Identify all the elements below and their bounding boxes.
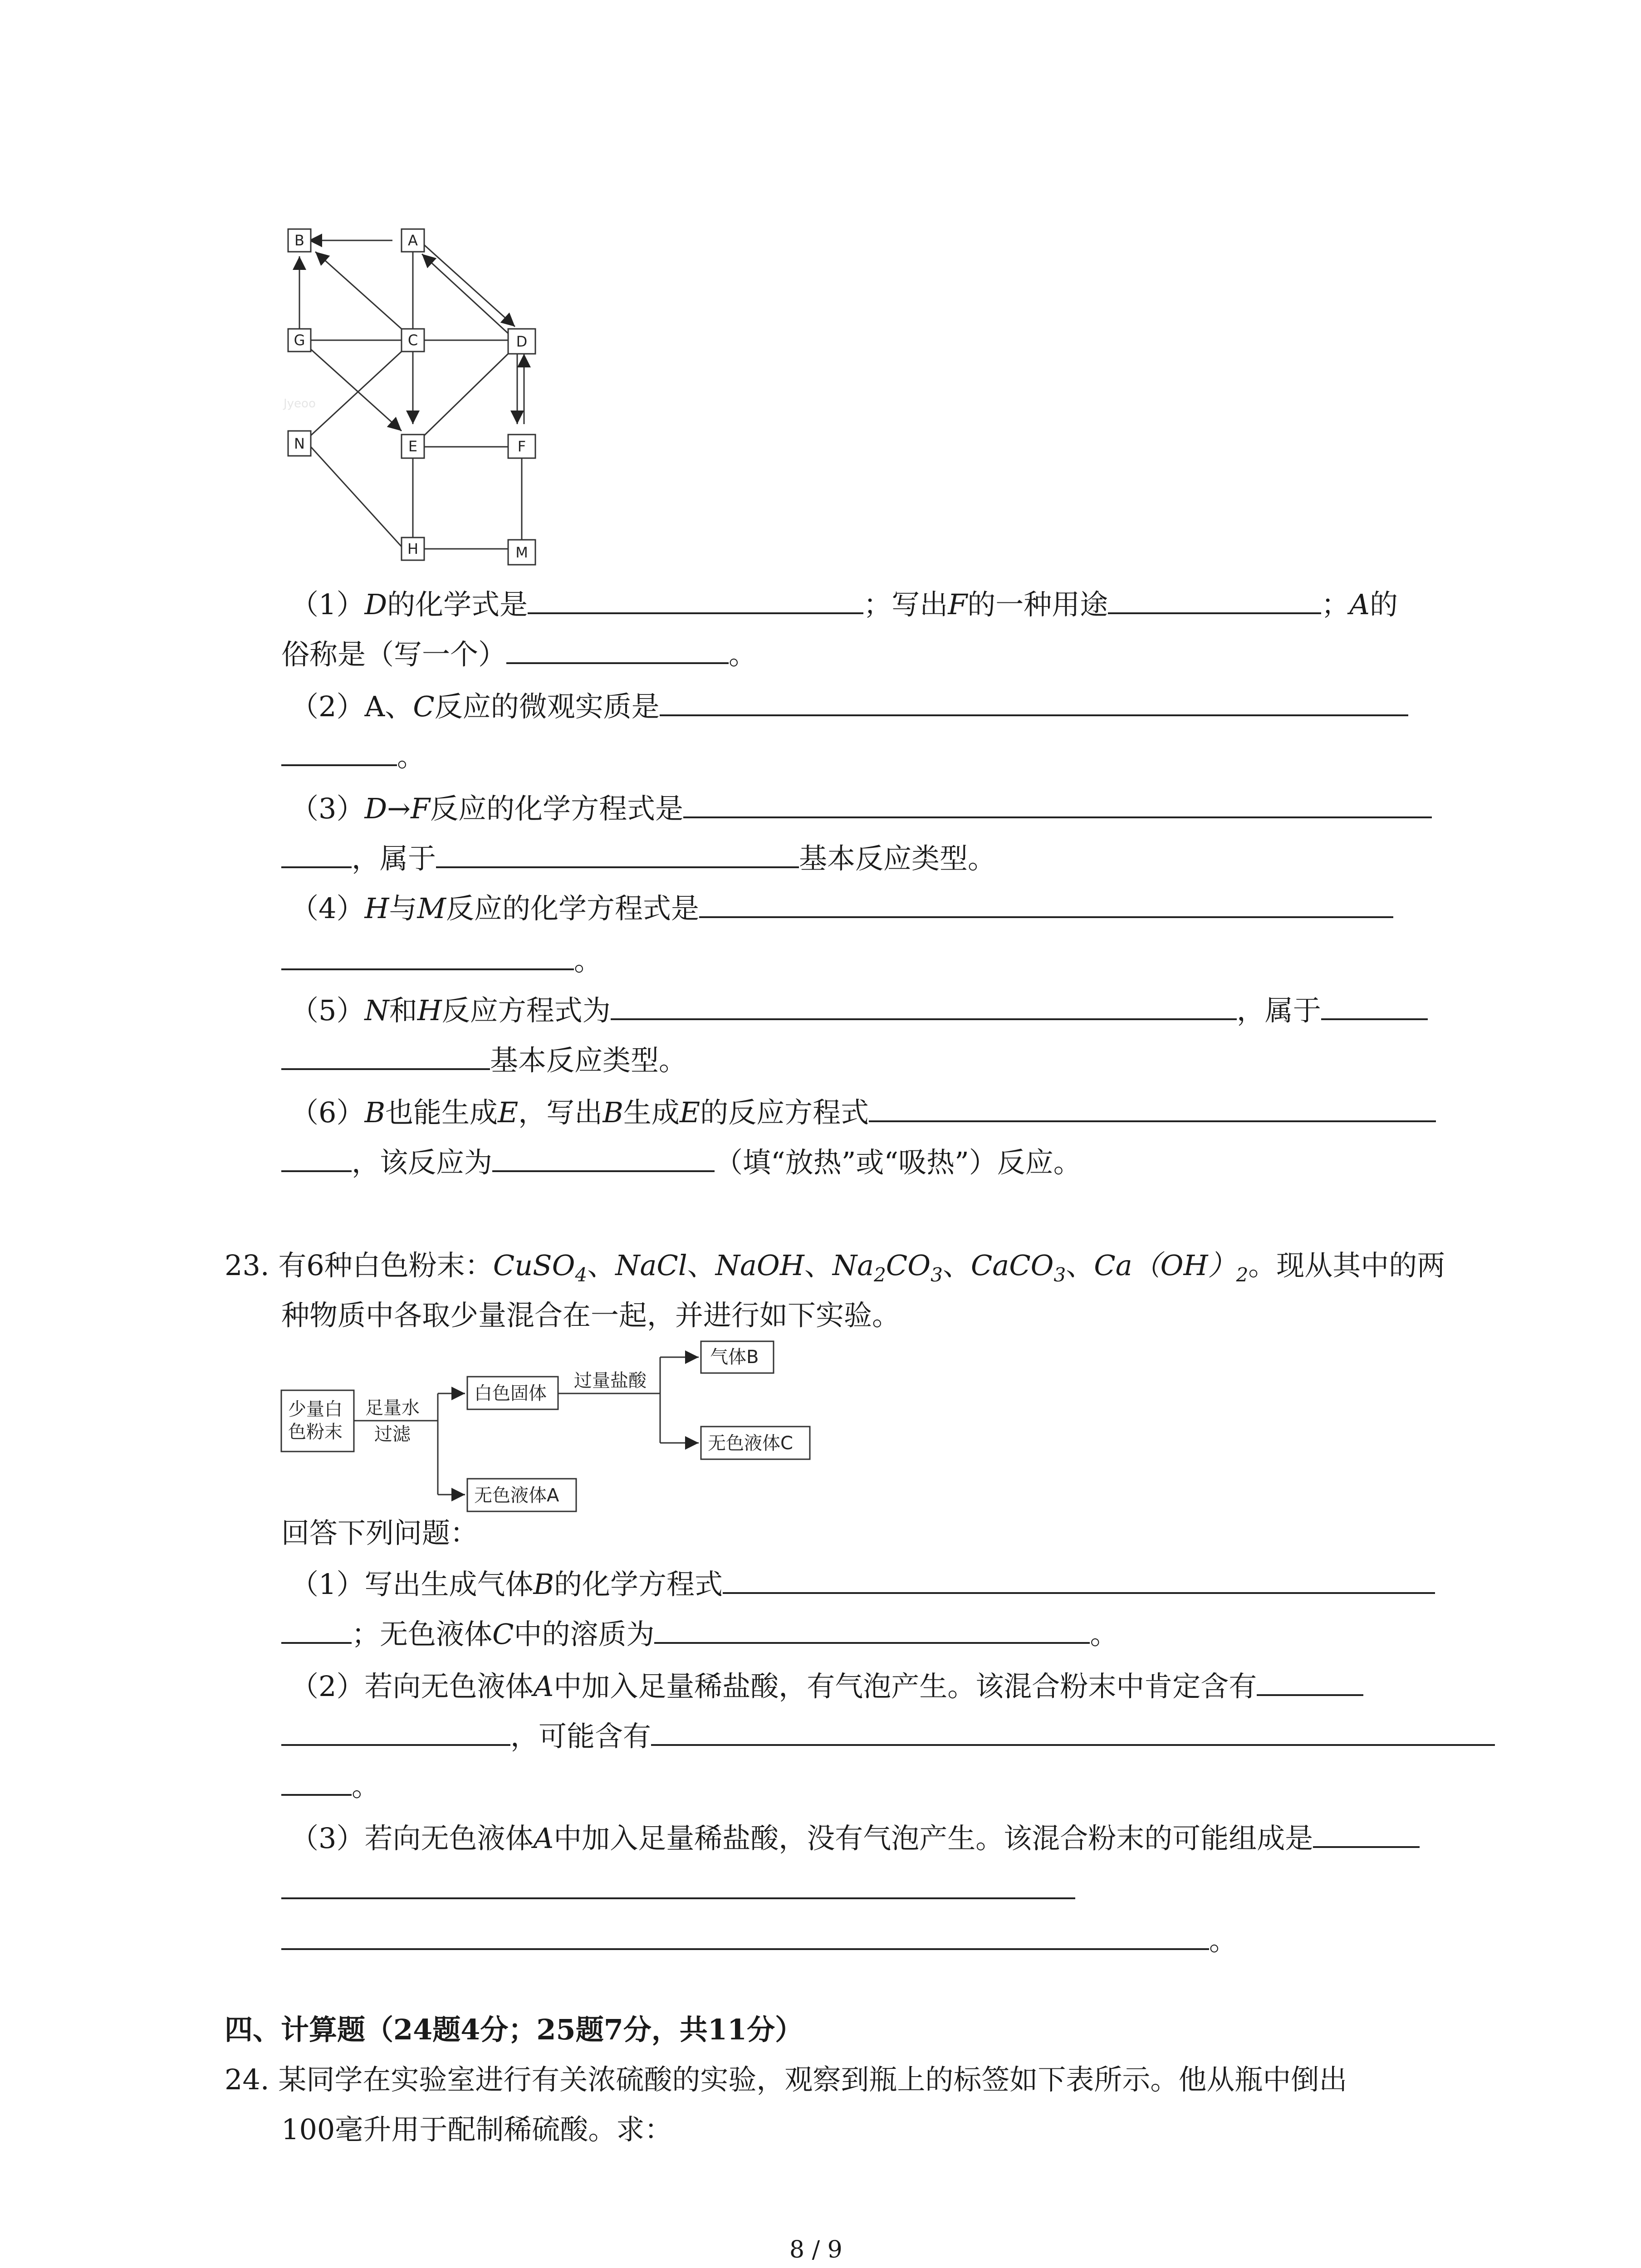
text: 也能生成 <box>385 1096 498 1129</box>
answer-blank[interactable] <box>651 1717 1495 1746</box>
text: 的 <box>1370 588 1398 621</box>
node-h: H <box>407 540 419 557</box>
q22-part1-line2 <box>281 635 757 673</box>
step1-label-line1: 足量水 <box>365 1398 420 1418</box>
q22-part2-line2 <box>281 737 425 775</box>
text: A <box>533 1822 554 1855</box>
question-number: 24. <box>225 2063 269 2096</box>
experiment-flowchart <box>277 1331 821 1513</box>
edge-n-h <box>311 447 402 547</box>
answer-blank[interactable] <box>660 687 1408 716</box>
node-m: M <box>515 544 528 561</box>
answer-blank[interactable] <box>869 1093 1436 1122</box>
sep: 、 <box>942 1249 971 1282</box>
text: 反应的化学方程式是 <box>430 792 684 825</box>
text: 反应的微观实质是 <box>434 690 660 723</box>
q24-line1 <box>225 2062 1347 2098</box>
formula: NaCl <box>615 1249 687 1282</box>
node-c: C <box>407 332 418 349</box>
page-number: 8 / 9 <box>789 2236 843 2263</box>
formula: NaOH <box>715 1249 804 1282</box>
node-g: G <box>294 332 305 349</box>
text: → <box>387 792 411 825</box>
text: ，属于 <box>1236 994 1321 1027</box>
text: （1） <box>290 588 365 621</box>
q23-part3-line1 <box>290 1819 1420 1857</box>
q23-part2-line1 <box>290 1667 1363 1705</box>
text: 。 <box>352 1769 380 1803</box>
text: 。 <box>397 740 426 773</box>
text: （5） <box>290 994 365 1027</box>
text: 100毫升用于配制稀硫酸。求： <box>281 2113 673 2146</box>
answer-blank[interactable] <box>1108 585 1321 614</box>
q23-intro-line1 <box>225 1247 1445 1293</box>
answer-blank[interactable] <box>281 1717 510 1746</box>
gas-b-label: 气体B <box>710 1347 759 1368</box>
answer-blank[interactable] <box>654 1615 1090 1644</box>
text: （2）A、 <box>290 690 413 723</box>
q23-ask <box>281 1515 478 1551</box>
q23-intro-line2 <box>281 1297 900 1334</box>
formula: $Ca(OH)_2$ <box>1094 1249 1249 1286</box>
q22-part4-line1 <box>290 889 1393 927</box>
q22-part6-line1 <box>290 1093 1436 1131</box>
text: 反应方程式为 <box>441 994 611 1027</box>
q22-part4-line2 <box>281 941 602 979</box>
text: 。 <box>1090 1618 1118 1651</box>
q23-part2-line3 <box>281 1767 380 1804</box>
formula: CaCO$_3$ <box>970 1249 1066 1286</box>
text: （4） <box>290 892 365 925</box>
text: B <box>603 1096 623 1129</box>
text: 俗称是（写一个） <box>281 638 507 671</box>
edge-d-e <box>424 352 510 435</box>
q22-part3-line1 <box>290 789 1432 827</box>
text: D <box>364 792 387 825</box>
text: C <box>413 690 435 723</box>
answer-blank[interactable] <box>281 1767 352 1796</box>
text: 种物质中各取少量混合在一起，并进行如下实验。 <box>281 1299 901 1332</box>
text: （2）若向无色液体 <box>290 1670 534 1703</box>
text: 反应的化学方程式是 <box>446 892 700 925</box>
text: （填“放热”或“吸热”）反应。 <box>715 1146 1082 1179</box>
q23-part3-line3 <box>281 1921 1237 1959</box>
text: 中加入足量稀盐酸，有气泡产生。该混合粉末中肯定含有 <box>554 1670 1257 1703</box>
text: 的化学式是 <box>387 588 528 621</box>
text: A <box>1349 588 1370 621</box>
q23-part2-line2 <box>281 1717 1495 1755</box>
edge-c-n <box>311 352 402 435</box>
sep: 、 <box>687 1249 715 1282</box>
answer-blank[interactable] <box>281 1041 490 1070</box>
text: H <box>417 994 442 1027</box>
text: ；无色液体 <box>352 1618 493 1651</box>
formula: CuSO$_4$ <box>493 1249 588 1286</box>
text: 的反应方程式 <box>700 1096 869 1129</box>
answer-blank[interactable] <box>506 635 729 664</box>
answer-blank[interactable] <box>281 1615 352 1644</box>
text: E <box>679 1096 700 1129</box>
q23-part1-line1 <box>290 1565 1435 1603</box>
answer-blank[interactable] <box>1313 1819 1420 1848</box>
text: 有6种白色粉末： <box>278 1249 493 1282</box>
answer-blank[interactable] <box>281 737 397 766</box>
answer-blank[interactable] <box>281 1143 352 1172</box>
text: 生成 <box>623 1096 680 1129</box>
liquid-c-label: 无色液体C <box>708 1433 793 1454</box>
edge-c-b <box>315 252 402 329</box>
answer-blank[interactable] <box>492 1143 715 1172</box>
text: 和 <box>389 994 417 1027</box>
q23-part1-line2 <box>281 1615 1118 1652</box>
edge-a-d <box>424 245 515 327</box>
text: F <box>411 792 431 825</box>
text: 。 <box>729 638 757 671</box>
formula: $Na_2CO_3$ <box>832 1249 943 1286</box>
text: 的化学方程式 <box>554 1568 723 1601</box>
text: ，写出 <box>518 1096 603 1129</box>
answer-blank[interactable] <box>723 1565 1435 1594</box>
answer-blank[interactable] <box>281 941 574 970</box>
answer-blank[interactable] <box>611 991 1237 1020</box>
text: A <box>533 1670 554 1703</box>
text: 的一种用途 <box>967 588 1108 621</box>
text: C <box>492 1618 514 1651</box>
q22-part5-line2 <box>281 1041 687 1079</box>
step1-label-line2: 过滤 <box>374 1424 411 1445</box>
text: 中加入足量稀盐酸，没有气泡产生。该混合粉末的可能组成是 <box>554 1822 1313 1855</box>
text: H <box>364 892 389 925</box>
text: ；写出 <box>863 588 948 621</box>
start-label-line1: 少量白 <box>288 1399 343 1420</box>
edge-d-a <box>422 254 508 333</box>
text: ，该反应为 <box>352 1146 493 1179</box>
relation-diagram <box>272 218 572 581</box>
q24-line2 <box>281 2112 672 2148</box>
text: ； <box>1321 588 1350 621</box>
answer-blank[interactable] <box>1321 991 1428 1020</box>
text: B <box>533 1568 554 1601</box>
answer-blank[interactable] <box>436 839 799 868</box>
answer-blank[interactable] <box>528 585 863 614</box>
text: D <box>364 588 387 621</box>
text: 。现从其中的两 <box>1248 1249 1445 1282</box>
answer-blank[interactable] <box>281 839 352 868</box>
text: M <box>417 892 446 925</box>
node-e: E <box>408 438 418 455</box>
q22-part2-line1 <box>290 687 1408 725</box>
text: 。 <box>1209 1924 1238 1957</box>
text: 基本反应类型。 <box>799 842 996 875</box>
text: B <box>364 1096 386 1129</box>
text: F <box>948 588 968 621</box>
text: ，属于 <box>352 842 436 875</box>
text: （6） <box>290 1096 365 1129</box>
answer-blank[interactable] <box>683 789 1432 818</box>
sep: 、 <box>587 1249 616 1282</box>
answer-blank[interactable] <box>281 1921 1209 1950</box>
sep: 、 <box>804 1249 833 1282</box>
acid-label: 过量盐酸 <box>574 1370 647 1391</box>
node-n: N <box>294 435 305 452</box>
text: N <box>364 994 389 1027</box>
text: 回答下列问题： <box>281 1516 479 1549</box>
solid-label: 白色固体 <box>474 1383 547 1404</box>
text: 。 <box>574 944 603 977</box>
text: ，可能含有 <box>510 1720 652 1753</box>
node-a: A <box>408 232 418 249</box>
section-title: 四、计算题（24题4分；25题7分，共11分） <box>225 2013 803 2046</box>
node-d: D <box>516 333 528 350</box>
text: 中的溶质为 <box>514 1618 655 1651</box>
q22-part6-line2 <box>281 1143 1082 1181</box>
edge-g-e <box>311 349 402 431</box>
answer-blank[interactable] <box>281 1897 1075 1899</box>
start-label-line2: 色粉末 <box>288 1422 343 1442</box>
sep: 、 <box>1066 1249 1094 1282</box>
liquid-a-label: 无色液体A <box>474 1485 559 1506</box>
text: 某同学在实验室进行有关浓硫酸的实验，观察到瓶上的标签如下表所示。他从瓶中倒出 <box>278 2063 1347 2096</box>
text: 与 <box>389 892 417 925</box>
q22-part5-line1 <box>290 991 1428 1029</box>
text: （3） <box>290 792 365 825</box>
text: （3）若向无色液体 <box>290 1822 534 1855</box>
answer-blank[interactable] <box>1257 1667 1363 1696</box>
node-f: F <box>517 438 526 455</box>
q22-part3-line2 <box>281 839 996 877</box>
answer-blank[interactable] <box>699 889 1393 918</box>
q22-part1-line1 <box>290 585 1398 623</box>
node-b: B <box>294 232 304 249</box>
watermark: Jyeoo <box>284 397 316 411</box>
text: 基本反应类型。 <box>490 1044 687 1077</box>
text: E <box>498 1096 519 1129</box>
question-number: 23. <box>225 1249 269 1282</box>
text: （1）写出生成气体 <box>290 1568 534 1601</box>
